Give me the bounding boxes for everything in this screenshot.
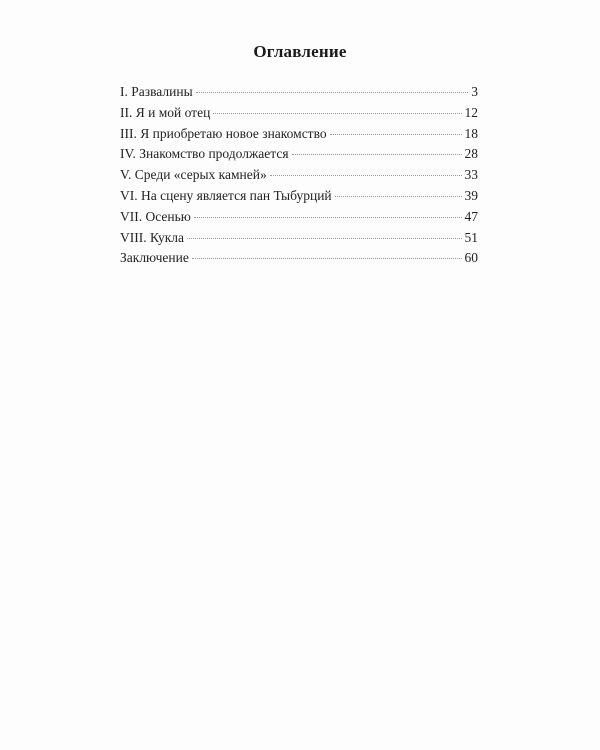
toc-entry-page: 47	[464, 208, 478, 224]
dot-leader	[270, 175, 462, 176]
toc-entry-page: 12	[464, 104, 478, 120]
toc-entry-page: 3	[471, 84, 478, 99]
toc-entry-label: VIII. Кукла	[120, 229, 185, 245]
toc-entry-label: I. Развалины	[120, 84, 193, 99]
table-of-contents	[120, 82, 478, 269]
toc-entry	[120, 144, 478, 165]
toc-entry	[120, 103, 478, 124]
toc-entry-page: 60	[464, 250, 478, 266]
toc-entry	[120, 186, 478, 207]
dot-leader	[335, 196, 462, 197]
toc-entry-page: 33	[464, 167, 478, 183]
toc-entry-page: 51	[464, 229, 478, 245]
toc-entry	[120, 248, 478, 269]
toc-entry-page: 39	[464, 187, 478, 203]
toc-entry-label: VI. На сцену является пан Тыбурций	[120, 187, 332, 203]
dot-leader	[213, 113, 461, 114]
dot-leader	[292, 154, 462, 155]
dot-leader	[196, 92, 469, 93]
dot-leader	[192, 258, 462, 259]
toc-entry	[120, 165, 478, 186]
toc-entry-label: II. Я и мой отец	[120, 104, 211, 120]
toc-entry	[120, 207, 478, 228]
toc-entry-label: VII. Осенью	[120, 208, 191, 224]
toc-entry-label: III. Я приобретаю новое знакомство	[120, 125, 327, 141]
toc-entry	[120, 228, 478, 249]
toc-entry-page: 28	[464, 146, 478, 162]
toc-entry	[120, 82, 478, 103]
toc-entry	[120, 124, 478, 145]
dot-leader	[194, 217, 462, 218]
page-title: Оглавление	[253, 42, 347, 61]
dot-leader	[187, 238, 461, 239]
toc-entry-label: Заключение	[120, 250, 189, 266]
toc-entry-label: V. Среди «серых камней»	[120, 167, 267, 183]
toc-entry-label: IV. Знакомство продолжается	[120, 146, 289, 162]
dot-leader	[330, 134, 462, 135]
toc-entry-page: 18	[464, 125, 478, 141]
